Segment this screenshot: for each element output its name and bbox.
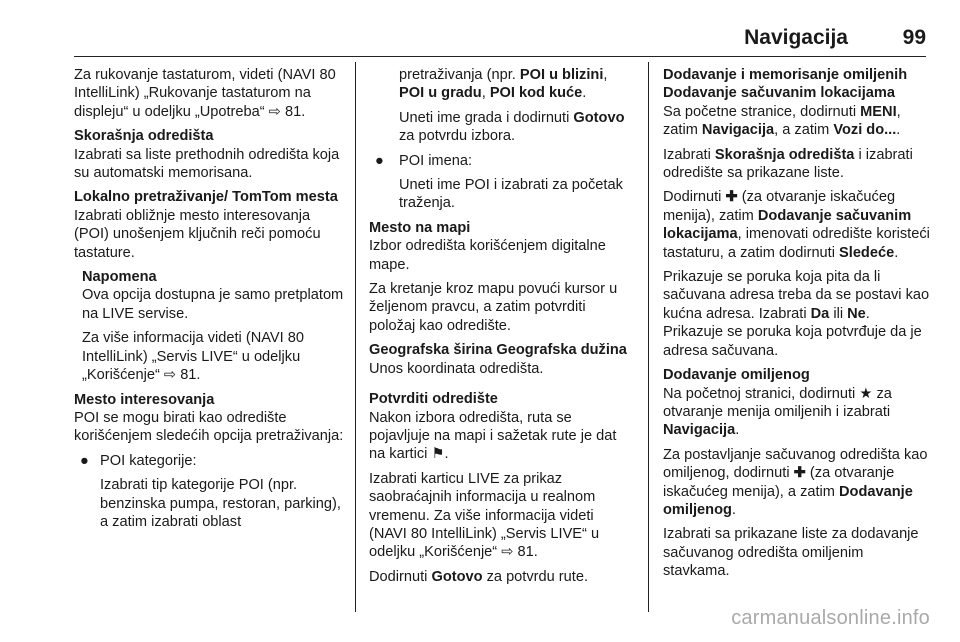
add-favorite-p2: Za postavljanje sačuvanog odredišta kao omiljenog, dodirnuti ✚ (za otvaranje iskačućeg menija), a zatim Dodavanje omiljenog. [663,446,928,518]
star-icon: ★ [859,385,873,402]
bullet-label: POI imena: [399,152,472,169]
intro-paragraph: Za rukovanje tastaturom, videti (NAVI 80 IntelliLink) „Rukovanje tastaturom na displeju“ u odeljku „Upotreba“ ⇨ 81. [74,67,336,120]
saved-locations-p4: Prikazuje se poruka koja pita da li sačuvana adresa treba da se postavi kao kućna adresa. Izabrati Da ili Ne. Prikazuje se poruka koja potvrđuje da je adresa sačuvana. [663,269,930,359]
bullet-label: POI kategorije: [100,452,197,469]
header-divider [74,56,926,57]
add-favorite-p1: Na početnoj stranici, dodirnuti ★ za otvaranje menija omiljenih i izabrati Navigacija. [663,385,892,439]
bullet-poi-categories-text: Izabrati tip kategorije POI (npr. benzinska pumpa, restoran, parking), a zatim izabrati oblast [100,477,341,530]
bullet-dot: ● [375,152,384,169]
add-favorite-heading: Dodavanje omiljenog [663,367,810,384]
saved-locations-heading: Dodavanje sačuvanim lokacijama [663,85,895,102]
coordinates-text: Unos koordinata odredišta. [369,360,544,377]
local-search-heading: Lokalno pretraživanje/ TomTom mesta [74,189,338,206]
column-divider-1 [355,62,356,612]
confirm-destination-heading: Potvrditi odredište [369,391,498,408]
column-2 [369,66,635,592]
bullet-poi-names [369,152,635,170]
bullet-poi-categories [74,452,348,470]
map-location-heading: Mesto na mapi [369,219,471,236]
favorites-section-heading: Dodavanje i memorisanje omiljenih [663,67,908,83]
watermark: carmanualsonline.info [731,607,930,629]
column-3 [663,66,931,587]
poi-text: POI se mogu birati kao odredište korišćenjem sledećih opcija pretraživanja: [74,409,344,445]
local-search-text: Izabrati obližnje mesto interesovanja (POI) unošenjem ključnih reči pomoću tastature. [74,207,321,261]
map-location-text: Izbor odredišta korišćenjem digitalne mape. [369,238,606,273]
recent-destinations-heading: Skorašnja odredišta [74,128,214,145]
saved-locations-p2: Izabrati Skorašnja odredišta i izabrati odredište sa prikazane liste. [663,146,913,182]
note-text-1: Ova opcija dostupna je samo pretplatom na LIVE servise. [82,287,344,322]
bullet-poi-names-text: Uneti ime POI i izabrati za početak traženja. [399,177,623,212]
search-area-continuation: pretraživanja (npr. POI u blizini, POI u gradu, POI kod kuće. [399,67,608,102]
column-1 [74,66,348,537]
plus-icon: ✚ [793,465,806,482]
add-favorite-p3: Izabrati sa prikazane liste za dodavanje sačuvanog odredišta omiljenim stavkama. [663,526,919,580]
page-number: 99 [902,26,926,49]
saved-locations-p1: Sa početne stranice, dodirnuti MENI, zatim Navigacija, a zatim Vozi do.... [663,103,901,139]
page-header [74,22,926,54]
bullet-dot: ● [80,452,89,469]
live-tab-text: Izabrati karticu LIVE za prikaz saobraćajnih informacija u realnom vremenu. Za više informacija videti (NAVI 80 IntelliLink) „Servis LIVE“ u odeljku „Korišćenje“ ⇨ 81. [369,470,600,561]
note-block [82,268,348,384]
note-heading: Napomena [82,269,157,286]
recent-destinations-text: Izabrati sa liste prethodnih odredišta koja su automatski memorisana. [74,146,340,182]
saved-locations-p3: Dodirnuti ✚ (za otvaranje iskačućeg menija), zatim Dodavanje sačuvanim lokacijama, imenovati odredište koristeći tastaturu, a zatim dodirnuti Sledeće. [663,189,930,261]
plus-icon: ✚ [725,189,738,206]
confirm-destination-text: Nakon izbora odredišta, ruta se pojavljuje na mapi i sažetak rute je dat na kartici ⚑. [369,409,617,463]
poi-heading: Mesto interesovanja [74,391,215,408]
page-title: Navigacija [744,26,848,49]
confirm-route-text: Dodirnuti Gotovo za potvrdu rute. [369,568,589,585]
city-entry-text: Uneti ime grada i dodirnuti Gotovo za potvrdu izbora. [399,109,625,145]
note-text-2: Za više informacija videti (NAVI 80 IntelliLink) „Servis LIVE“ u odeljku „Korišćenje“ ⇨ 81. [82,330,304,384]
map-location-text-2: Za kretanje kroz mapu povući kursor u željenom pravcu, a zatim potvrditi položaj kao odredište. [369,281,618,334]
coordinates-heading: Geografska širina Geografska dužina [369,342,627,359]
column-divider-2 [648,62,649,612]
